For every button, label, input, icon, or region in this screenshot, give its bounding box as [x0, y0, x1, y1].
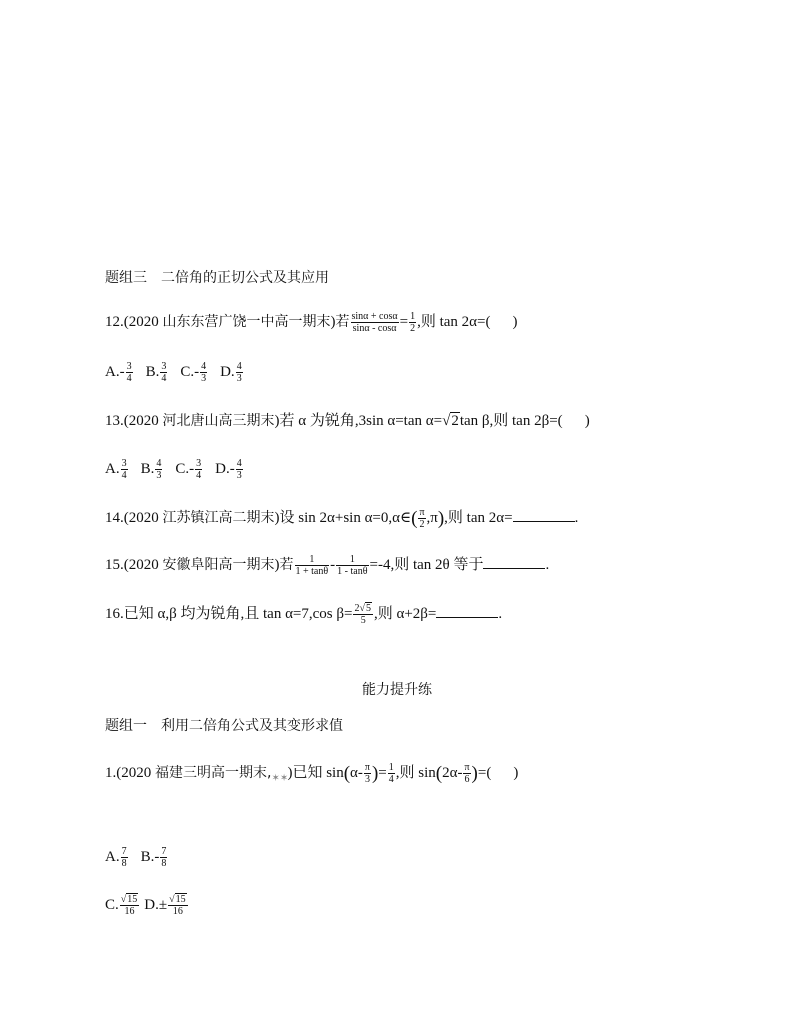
q1-option-d[interactable]: D.± $\frac{√15}{16}$ — [144, 894, 186, 917]
q1-options-cd — [105, 894, 201, 917]
question-14: 14.(2020 江苏镇江高二期末)设 sin 2α+sin α=0,α∈( $\frac{\pi}{2}$ ,π),则 tan 2α= . — [105, 507, 579, 531]
watermark-icon: ✶✶ — [271, 772, 289, 784]
q1-option-b[interactable]: B.- $\frac{7}{8}$ — [140, 846, 167, 869]
q12-fraction-1: $\frac{\sin\alpha + \cos\alpha}{\sin\alpha - \cos\alpha}$ — [351, 311, 398, 334]
q13-option-b[interactable]: B. $\frac{4}{3}$ — [140, 458, 162, 481]
question-13: 13.(2020 河北唐山高三期末)若 α 为锐角,3sin α=tan α=√2tan β,则 tan 2β=( ) — [105, 413, 590, 429]
q13-source: 河北唐山高三期末 — [162, 413, 275, 429]
q15-fraction-2: $\frac{1}{1 - \tan\theta}$ — [337, 554, 368, 578]
q12-option-c[interactable]: C.- $\frac{4}{3}$ — [180, 361, 207, 384]
q1-option-c[interactable]: C. $\frac{√15}{16}$ — [105, 894, 138, 917]
q12-option-b[interactable]: B. $\frac{3}{4}$ — [145, 361, 167, 384]
group1-heading: 题组一 利用二倍角公式及其变形求值 — [105, 718, 343, 734]
q15-number: 15. — [105, 557, 124, 573]
q12-number: 12. — [105, 313, 124, 330]
q12-source: 山东东营广饶一中高一期末 — [162, 313, 331, 330]
q13-option-d[interactable]: D.- $\frac{4}{3}$ — [215, 458, 242, 481]
q14-number: 14. — [105, 510, 124, 526]
group3-heading: 题组三 二倍角的正切公式及其应用 — [105, 270, 329, 286]
question-16: 16.已知 α,β 均为锐角,且 tan α=7,cos β= $\frac{2√5}{5}$ ,则 α+2β= . — [105, 603, 503, 627]
q13-option-a[interactable]: A. $\frac{3}{4}$ — [105, 458, 127, 481]
q1-fraction-1: $\frac{\pi}{3}$ — [364, 762, 370, 785]
question-15: 15.(2020 安徽阜阳高一期末)若 $\frac{1}{1 + \tan\theta}$ - $\frac{1}{1 - \tan\theta}$ =-4,则 tan 2θ 等于 . — [105, 554, 550, 578]
q16-answer-blank[interactable] — [436, 603, 498, 618]
q13-number: 13. — [105, 413, 124, 429]
q16-number: 16. — [105, 606, 124, 622]
q12-option-a[interactable]: A.- $\frac{3}{4}$ — [105, 361, 132, 384]
q13-option-c[interactable]: C.- $\frac{3}{4}$ — [175, 458, 202, 481]
q1-option-a[interactable]: A. $\frac{7}{8}$ — [105, 846, 127, 869]
q1-source: 福建三明高一期末, — [155, 764, 272, 781]
q13-options — [105, 458, 256, 481]
q1-fraction-2: $\frac{1}{4}$ — [388, 762, 394, 785]
q12-fraction-2: $\frac{1}{2}$ — [410, 311, 416, 334]
question-1: 1.(2020 福建三明高一期末,✶✶)已知 sin(α- $\frac{\pi}{3}$ )= $\frac{1}{4}$ ,则 sin(2α- $\frac{\pi}{6}$ )=( ) — [105, 762, 519, 785]
q14-fraction: $\frac{\pi}{2}$ — [419, 507, 425, 531]
q1-options-ab — [105, 846, 180, 869]
q16-fraction: $\frac{2√5}{5}$ — [354, 603, 371, 627]
q15-answer-blank[interactable] — [483, 554, 545, 569]
section-title: 能力提升练 — [362, 682, 432, 698]
question-12: 12.(2020 山东东营广饶一中高一期末)若 $\frac{\sin\alpha + \cos\alpha}{\sin\alpha - \cos\alpha}$ = $\frac{1}{2}$ ,则 tan 2α=( ) — [105, 311, 518, 334]
q1-fraction-3: $\frac{\pi}{6}$ — [464, 762, 470, 785]
q12-option-d[interactable]: D. $\frac{4}{3}$ — [220, 361, 242, 384]
q15-source: 安徽阜阳高一期末 — [162, 557, 275, 573]
q12-options — [105, 361, 256, 384]
q15-fraction-1: $\frac{1}{1 + \tan\theta}$ — [295, 554, 329, 578]
q14-answer-blank[interactable] — [513, 507, 575, 522]
q14-source: 江苏镇江高二期末 — [162, 510, 275, 526]
q1-number: 1. — [105, 764, 117, 781]
